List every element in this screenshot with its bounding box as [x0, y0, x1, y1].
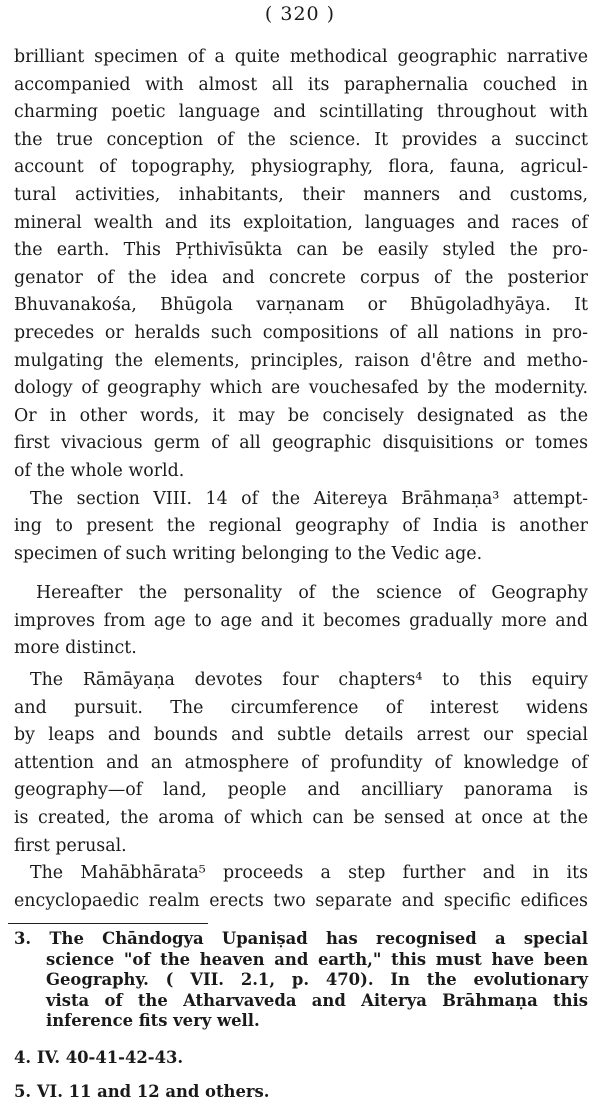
text-line: first vivacious germ of all geographic disquisitions or tomes — [14, 433, 588, 454]
paragraph — [14, 860, 588, 915]
text-line: more distinct. — [14, 638, 137, 659]
text-line: the true conception of the science. It provides a succinct — [14, 129, 588, 150]
text-line: mineral wealth and its exploitation, languages and races of — [14, 212, 588, 233]
paragraph — [14, 580, 588, 663]
footnotes — [14, 929, 588, 1103]
footnote-line: inference fits very well. — [46, 1011, 260, 1030]
text-line: first perusal. — [14, 835, 127, 856]
footnote-divider — [8, 923, 208, 924]
text-line: is created, the aroma of which can be sensed at once at the — [14, 808, 588, 829]
text-line: The section VIII. 14 of the Aitereya Brāhmaṇa³ attempt- — [30, 488, 588, 509]
footnote — [14, 929, 588, 1032]
text-line: dology of geography which are vouchesafed by the modernity. — [14, 378, 588, 399]
paragraph — [14, 44, 588, 486]
text-line: The Mahābhārata⁵ proceeds a step further and in its — [30, 863, 588, 884]
text-line: Hereafter the personality of the science of Geography — [36, 583, 588, 604]
text-line: The Rāmāyaṇa devotes four chapters⁴ to this equiry — [30, 670, 588, 691]
text-line: the earth. This Pṛthivīsūkta can be easily styled the pro- — [14, 240, 588, 261]
text-line: geography—of land, people and ancilliary panorama is — [14, 780, 588, 801]
text-line: encyclopaedic realm erects two separate and specific edifices — [14, 890, 588, 911]
text-line: charming poetic language and scintillating throughout with — [14, 102, 588, 123]
paragraph — [14, 667, 588, 860]
text-line: attention and an atmosphere of profundity of knowledge of — [14, 752, 588, 773]
text-line: tural activities, inhabitants, their manners and customs, — [14, 184, 588, 205]
paragraph — [14, 486, 588, 569]
footnote-line: vista of the Atharvaveda and Aiterya Brāhmaṇa this — [46, 990, 588, 1010]
text-line: specimen of such writing belonging to the Vedic age. — [14, 543, 483, 564]
footnote-line: 5. VI. 11 and 12 and others. — [14, 1082, 270, 1101]
footnote — [14, 1082, 588, 1103]
text-line: genator of the idea and concrete corpus of the posterior — [14, 267, 588, 288]
footnote-line: science "of the heaven and earth," this must have been — [46, 949, 588, 969]
text-line: by leaps and bounds and subtle details arrest our special — [14, 725, 588, 746]
body-text — [14, 44, 588, 915]
text-line: brilliant specimen of a quite methodical geographic narrative — [14, 47, 588, 67]
text-line: ing to present the regional geography of India is another — [14, 516, 588, 537]
text-line: and pursuit. The circumference of interest widens — [14, 697, 588, 718]
footnote-line: 4. IV. 40-41-42-43. — [14, 1047, 184, 1067]
text-line: mulgating the elements, principles, raison d'être and metho- — [14, 350, 588, 371]
footnote-line: Geography. ( VII. 2.1, p. 470). In the evolutionary — [46, 970, 588, 989]
text-line: precedes or heralds such compositions of all nations in pro- — [14, 322, 588, 343]
text-line: Or in other words, it may be concisely designated as the — [14, 405, 588, 426]
text-line: accompanied with almost all its paraphernalia couched in — [14, 74, 588, 95]
footnote — [14, 1048, 588, 1069]
text-line: Bhuvanakośa, Bhūgola varṇanam or Bhūgoladhyāya. It — [14, 295, 588, 316]
page-number: ( 320 ) — [264, 3, 336, 25]
text-line: account of topography, physiography, flora, fauna, agricul- — [14, 157, 588, 178]
text-line: improves from age to age and it becomes gradually more and — [14, 610, 588, 631]
text-line: of the whole world. — [14, 460, 185, 481]
footnote-line: 3. The Chāndogya Upaniṣad has recognised a special — [14, 929, 588, 948]
